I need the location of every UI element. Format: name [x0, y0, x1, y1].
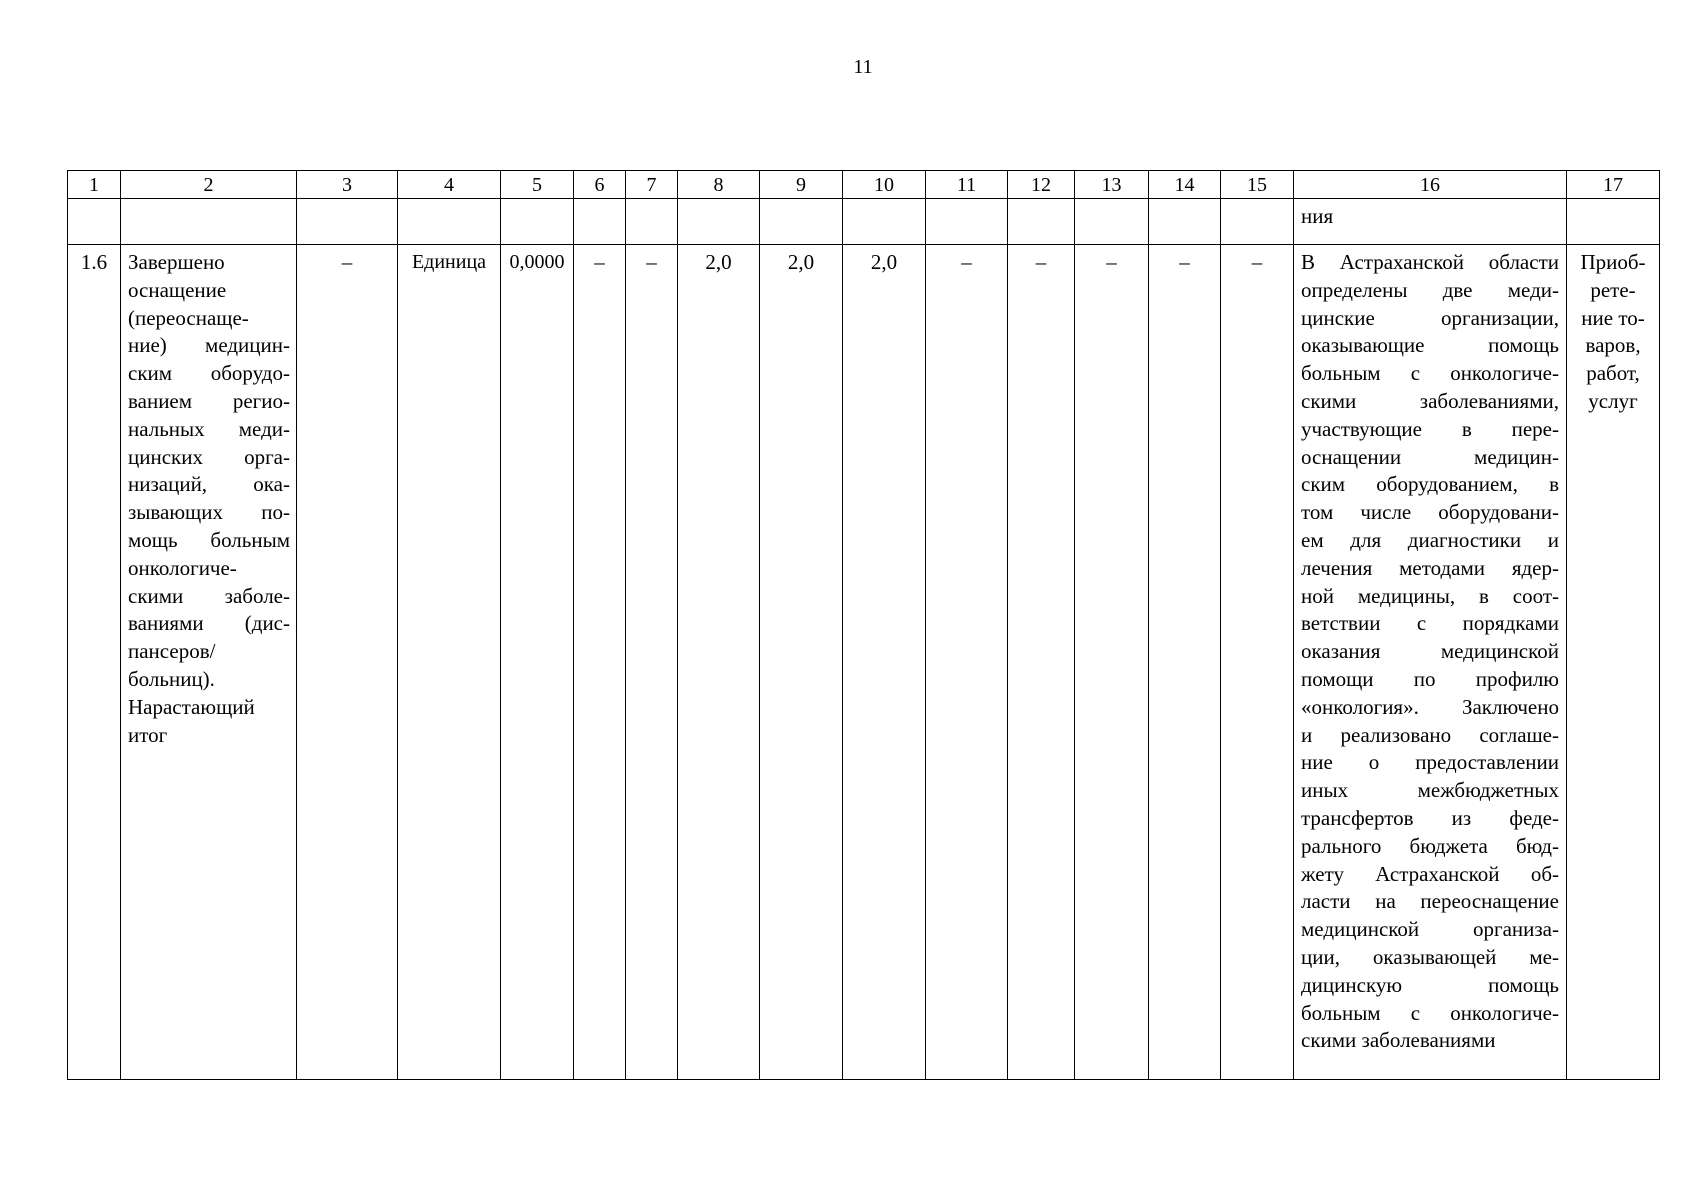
cell-col12: –: [1008, 245, 1075, 1080]
cell-col15: –: [1221, 245, 1294, 1080]
indicator-name-line: ние) медицин-: [128, 333, 290, 358]
indicator-name-lines: [128, 249, 290, 749]
description-line: жету Астраханской об-: [1301, 861, 1559, 886]
type-cell: [1567, 245, 1660, 1080]
empty-cell: [760, 199, 843, 245]
column-header: 8: [678, 171, 760, 199]
column-header: 10: [843, 171, 926, 199]
column-header: 2: [121, 171, 297, 199]
indicator-name-line: зывающих по-: [128, 500, 290, 525]
indicator-name-line: (переоснаще-: [128, 305, 249, 330]
indicator-name-line: мощь больным: [128, 527, 290, 552]
description-line: «онкология». Заключено: [1301, 694, 1559, 719]
empty-cell: [626, 199, 678, 245]
base-value-cell: 0,0000: [501, 245, 574, 1080]
column-header: 11: [926, 171, 1008, 199]
description-line: иных межбюджетных: [1301, 778, 1559, 803]
column-header: 4: [398, 171, 501, 199]
empty-cell: [68, 199, 121, 245]
empty-cell: [1567, 199, 1660, 245]
empty-cell: [926, 199, 1008, 245]
carryover-row: [68, 199, 1660, 245]
indicator-name-line: итог: [128, 722, 168, 747]
cell-col9: 2,0: [760, 245, 843, 1080]
description-line: ем для диагностики и: [1301, 527, 1559, 552]
type-line: варов,: [1585, 333, 1641, 358]
cell-col8: 2,0: [678, 245, 760, 1080]
description-line: больным с онкологиче-: [1301, 361, 1559, 386]
column-header: 5: [501, 171, 574, 199]
description-line: и реализовано соглаше-: [1301, 722, 1559, 747]
description-line: ветствии с порядками: [1301, 611, 1559, 636]
description-line: рального бюджета бюд-: [1301, 833, 1559, 858]
type-line: рете-: [1590, 277, 1636, 302]
indicator-name-line: нальных меди-: [128, 416, 290, 441]
description-line: определены две меди-: [1301, 277, 1559, 302]
description-line: ной медицины, в соот-: [1301, 583, 1559, 608]
column-header: 6: [574, 171, 626, 199]
empty-cell: [1075, 199, 1149, 245]
table-row: [68, 245, 1660, 1080]
empty-cell: [1149, 199, 1221, 245]
description-line: трансфертов из феде-: [1301, 805, 1559, 830]
empty-cell: [1008, 199, 1075, 245]
description-line: оснащении медицин-: [1301, 444, 1559, 469]
empty-cell: [398, 199, 501, 245]
empty-cell: [678, 199, 760, 245]
indicator-name-line: больниц).: [128, 666, 215, 691]
empty-cell: [501, 199, 574, 245]
cell-col10: 2,0: [843, 245, 926, 1080]
description-line: больным с онкологиче-: [1301, 1000, 1559, 1025]
column-number-row: [68, 171, 1660, 199]
indicator-name-line: оснащение: [128, 277, 227, 302]
cell-col3: –: [297, 245, 398, 1080]
indicator-name-line: Нарастающий: [128, 694, 255, 719]
cell-col14: –: [1149, 245, 1221, 1080]
type-lines: [1569, 249, 1657, 416]
column-header: 15: [1221, 171, 1294, 199]
indicator-name-line: скими заболе-: [128, 583, 290, 608]
description-line: медицинской организа-: [1301, 917, 1559, 942]
indicator-name-line: ским оборудо-: [128, 361, 290, 386]
type-line: услуг: [1588, 388, 1638, 413]
indicator-name: [121, 245, 297, 1080]
empty-cell: [1221, 199, 1294, 245]
column-header: 16: [1294, 171, 1567, 199]
type-line: работ,: [1586, 361, 1640, 386]
description-line: помощи по профилю: [1301, 666, 1559, 691]
indicator-name-line: ваниями (дис-: [128, 611, 290, 636]
results-table: [67, 170, 1660, 1080]
description-line: оказывающие помощь: [1301, 333, 1559, 358]
indicator-name-line: Завершено: [128, 250, 225, 274]
column-header: 13: [1075, 171, 1149, 199]
type-line: ние то-: [1581, 305, 1645, 330]
cell-col7: –: [626, 245, 678, 1080]
description-lines: [1301, 249, 1559, 1055]
description-line: дицинскую помощь: [1301, 972, 1559, 997]
page-number: 11: [853, 56, 873, 78]
unit-cell: Единица: [398, 245, 501, 1080]
row-number: 1.6: [68, 245, 121, 1080]
description-line: цинские организации,: [1301, 305, 1559, 330]
empty-cell: [121, 199, 297, 245]
indicator-name-line: ванием регио-: [128, 388, 290, 413]
empty-cell: [843, 199, 926, 245]
column-header: 17: [1567, 171, 1660, 199]
description-line: скими заболеваниями,: [1301, 388, 1559, 413]
column-header: 7: [626, 171, 678, 199]
carryover-text: ния: [1294, 199, 1567, 245]
description-line: лечения методами ядер-: [1301, 555, 1559, 580]
description-line: ние о предоставлении: [1301, 750, 1559, 775]
cell-col11: –: [926, 245, 1008, 1080]
column-header: 3: [297, 171, 398, 199]
description-cell: [1294, 245, 1567, 1080]
empty-cell: [297, 199, 398, 245]
description-line: том числе оборудовани-: [1301, 500, 1559, 525]
description-line: участвующие в пере-: [1301, 416, 1559, 441]
indicator-name-line: низаций, ока-: [128, 472, 290, 497]
cell-col6: –: [574, 245, 626, 1080]
column-header: 9: [760, 171, 843, 199]
type-line: Приоб-: [1580, 250, 1646, 274]
description-line: оказания медицинской: [1301, 639, 1559, 664]
empty-cell: [574, 199, 626, 245]
description-line: ции, оказывающей ме-: [1301, 944, 1559, 969]
description-line: ласти на переоснащение: [1301, 889, 1559, 914]
indicator-name-line: пансеров/: [128, 639, 216, 664]
column-header: 1: [68, 171, 121, 199]
cell-col13: –: [1075, 245, 1149, 1080]
indicator-name-line: цинских орга-: [128, 444, 290, 469]
indicator-name-line: онкологиче-: [128, 555, 237, 580]
description-line: скими заболеваниями: [1301, 1028, 1496, 1053]
column-header: 14: [1149, 171, 1221, 199]
description-line: ским оборудованием, в: [1301, 472, 1559, 497]
description-line: В Астраханской области: [1301, 250, 1559, 274]
column-header: 12: [1008, 171, 1075, 199]
